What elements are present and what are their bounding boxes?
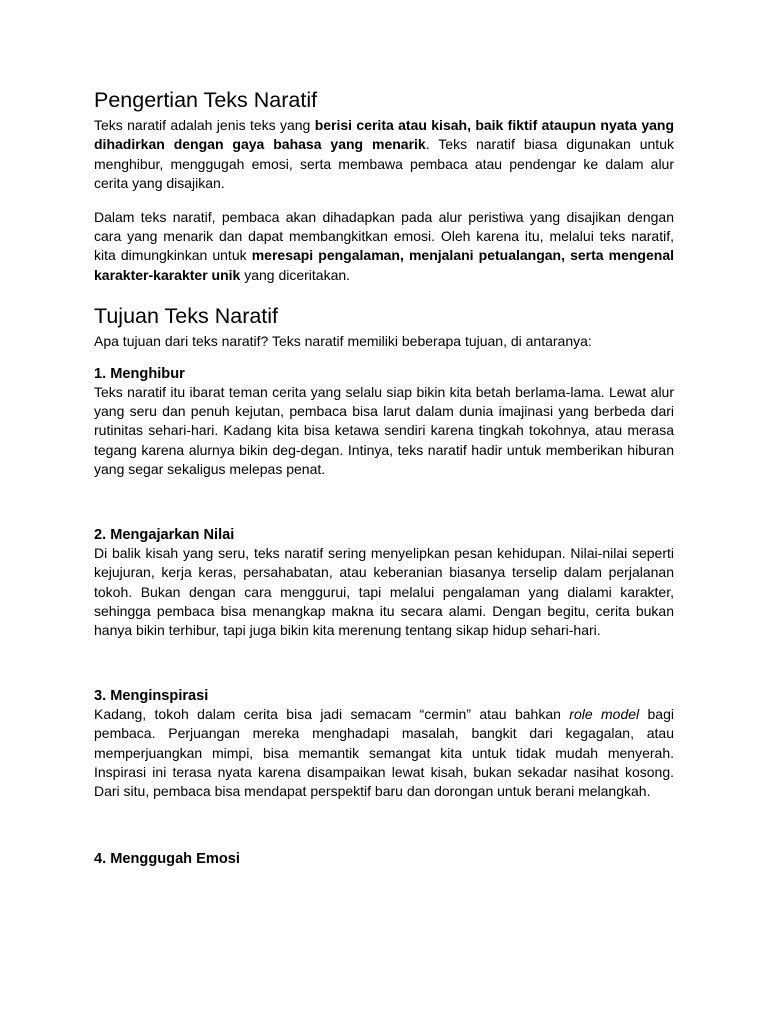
text-run: Kadang, tokoh dalam cerita bisa jadi semacam “cermin” atau bahkan bbox=[94, 705, 570, 722]
paragraph-menginspirasi bbox=[94, 705, 674, 802]
paragraph-reader-experience bbox=[94, 208, 674, 286]
text-run: bagi pembaca. Perjuangan mereka menghadapi masalah, bangkit dari kegagalan, atau memperjuangkan mimpi, bisa memantik semangat kita untuk tidak mudah menyerah. Inspirasi ini terasa nyata karena disampaikan lewat kisah, bukan sekadar nasihat kosong. Dari situ, pembaca bisa mendapat perspektif baru dan dorongan untuk berani melangkah. bbox=[94, 705, 674, 800]
bold-run: meresapi pengalaman, menjalani petualangan, serta mengenal karakter-karakter unik bbox=[94, 247, 674, 283]
italic-run: role model bbox=[569, 705, 640, 722]
text-run: yang diceritakan. bbox=[240, 266, 351, 283]
subheading-mengajarkan-nilai: 2. Mengajarkan Nilai bbox=[94, 526, 235, 543]
subheading-menghibur: 1. Menghibur bbox=[94, 365, 185, 382]
paragraph-mengajarkan-nilai: Di balik kisah yang seru, teks naratif sering menyelipkan pesan kehidupan. Nilai-nilai seperti kejujuran, kerja keras, persahabatan, atau keberanian biasanya terselip dalam perjalanan tokoh. Bukan dengan cara menggurui, tapi melalui pengalaman yang dialami karakter, sehingga pembaca bisa menangkap makna itu secara alami. Dengan begitu, cerita bukan hanya bikin terhibur, tapi juga bikin kita merenung tentang sikap hidup sehari-hari. bbox=[94, 544, 674, 639]
heading-tujuan: Tujuan Teks Naratif bbox=[94, 304, 279, 329]
paragraph-menghibur: Teks naratif itu ibarat teman cerita yang selalu siap bikin kita betah berlama-lama. Lewat alur yang seru dan penuh kejutan, pembaca bisa larut dalam dunia imajinasi yang berbeda dari rutinitas sehari-hari. Kadang kita bisa ketawa sendiri karena tingkah tokohnya, atau merasa tegang karena alurnya bikin deg-degan. Intinya, teks naratif hadir untuk memberikan hiburan yang segar sekaligus melepas penat. bbox=[94, 383, 674, 478]
bold-run: berisi cerita atau kisah, baik fiktif ataupun nyata yang dihadirkan dengan gaya bahasa yang menarik bbox=[94, 117, 674, 153]
heading-pengertian: Pengertian Teks Naratif bbox=[94, 88, 318, 112]
subheading-menginspirasi: 3. Menginspirasi bbox=[94, 687, 209, 704]
text-run: Dalam teks naratif, pembaca akan dihadapkan pada alur peristiwa yang disajikan dengan cara yang menarik dan dapat membangkitkan emosi. Oleh karena itu, melalui teks naratif, kita dimungkinkan untuk bbox=[94, 208, 674, 264]
subheading-menggugah-emosi: 4. Menggugah Emosi bbox=[94, 850, 240, 867]
paragraph-tujuan-intro: Apa tujuan dari teks naratif? Teks naratif memiliki beberapa tujuan, di antaranya: bbox=[94, 333, 592, 350]
document-page bbox=[94, 86, 674, 868]
text-run: . Teks naratif biasa digunakan untuk menghibur, menggugah emosi, serta membawa pembaca atau pendengar ke dalam alur cerita yang disajikan. bbox=[94, 136, 674, 192]
text-run: Teks naratif adalah jenis teks yang bbox=[94, 117, 315, 133]
paragraph-definition bbox=[94, 116, 674, 194]
